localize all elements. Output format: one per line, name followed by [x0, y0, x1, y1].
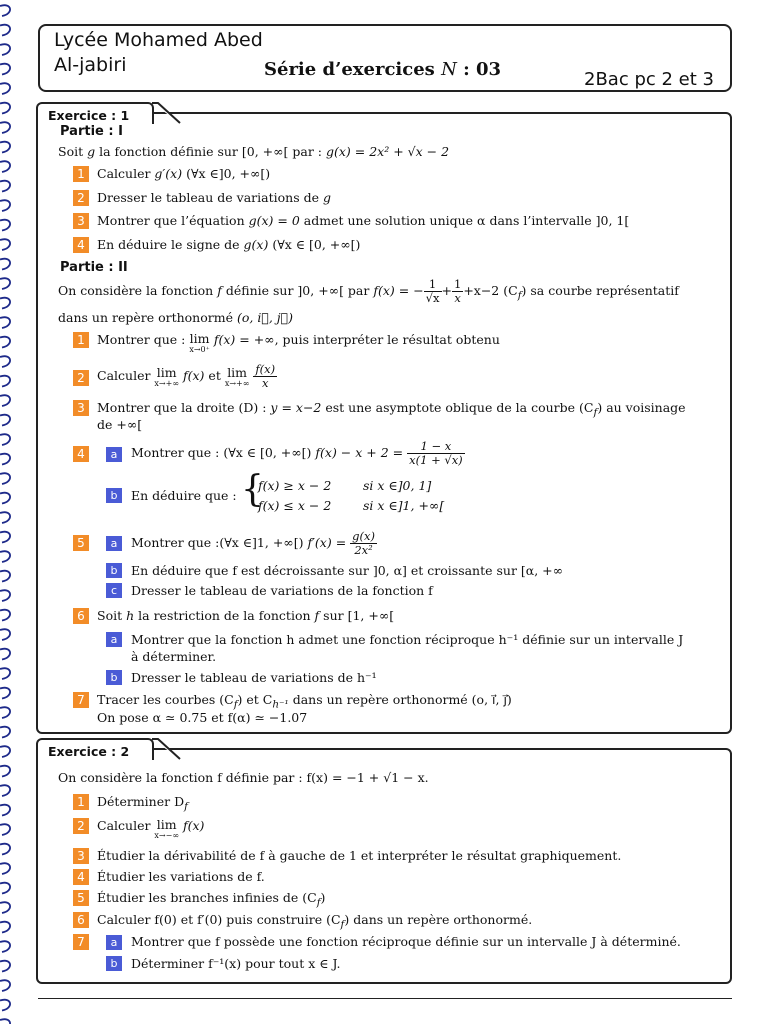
exercise-1-content: [58, 114, 718, 724]
spiral-loop: [0, 512, 10, 523]
sub-badge: a: [106, 935, 122, 950]
fraction: [452, 278, 463, 305]
subscript: f: [340, 918, 345, 931]
part-1-item-3: [97, 213, 629, 229]
series-prefix: Série d’exercices: [264, 59, 435, 80]
part-1-intro: [58, 144, 449, 160]
limit: [154, 818, 179, 840]
spiral-loop: [0, 395, 10, 406]
subscript: f: [233, 698, 238, 711]
ex2-question-4: Étudier les variations de f.: [97, 869, 265, 884]
q7-text-a: Tracer les courbes (C: [97, 692, 234, 707]
exercise-1-box: [36, 108, 732, 734]
q6-text-e: sur [1, +∞[: [323, 608, 395, 623]
limit: [225, 366, 250, 388]
spiral-loop: [0, 688, 10, 699]
spiral-loop: [0, 844, 10, 855]
part-1-intro-b: g: [87, 144, 96, 159]
q5a-text-b: f′(x) =: [307, 535, 347, 550]
number-badge: 4: [73, 446, 89, 462]
q1-text-b: f(x) = +∞: [213, 332, 275, 347]
part-1-item-2-a: Dresser le tableau de variations de: [97, 190, 319, 205]
sub-badge: c: [106, 583, 122, 598]
number-badge: 1: [73, 166, 89, 182]
spiral-loop: [0, 571, 10, 582]
q5b-text: En déduire que f est décroissante sur ]0, α] et croissante sur [α, +∞: [131, 563, 564, 578]
spiral-loop: [0, 142, 10, 153]
spiral-loop: [0, 434, 10, 445]
limit-label: lim: [156, 364, 177, 380]
spiral-loop: [0, 5, 10, 16]
spiral-loop: [0, 103, 10, 114]
part-1-item-4-c: (∀x ∈ [0, +∞[): [272, 237, 361, 252]
part-1-intro-d: g(x) = 2x² + √x − 2: [326, 144, 450, 159]
fraction: [350, 530, 377, 557]
fraction: [253, 363, 277, 390]
fraction-numerator: 1: [453, 277, 462, 291]
q6-text-d: f: [314, 608, 320, 623]
spiral-loop: [0, 649, 10, 660]
ex2-question-6: [97, 912, 532, 933]
fraction-numerator: 1: [424, 278, 442, 292]
limit: [154, 366, 179, 388]
number-badge: 3: [73, 848, 89, 864]
q3-text-d: ) au voisinage: [597, 400, 686, 415]
spiral-loop: [0, 44, 10, 55]
exercise-2-content: [58, 750, 718, 980]
spiral-loop: [0, 961, 10, 972]
subscript: f: [517, 289, 522, 302]
spiral-loop: [0, 863, 10, 874]
q1-text-a: Montrer que :: [97, 332, 186, 347]
spiral-loop: [0, 64, 10, 75]
part-2-question-1: [97, 332, 500, 354]
series-n: N: [441, 59, 457, 80]
ex2-question-3: Étudier la dérivabilité de f à gauche de 1 et interpréter le résultat graphiquement.: [97, 848, 622, 863]
ex2-question-7b: Déterminer f⁻¹(x) pour tout x ∈ J.: [131, 956, 341, 971]
ex2-q1-text: Déterminer D: [97, 794, 185, 809]
q4a-text-b: f(x) − x + 2 =: [315, 445, 404, 460]
q2-text-b: f(x): [183, 368, 205, 383]
q7-text-line2: On pose α ≃ 0.75 et f(α) ≃ −1.07: [97, 710, 308, 725]
q7-text-c: dans un repère orthonormé (o, i⃗, j⃗): [292, 692, 512, 707]
exercise-1-title: Exercice : 1: [48, 108, 130, 123]
part-2-intro-a: On considère la fonction: [58, 283, 214, 298]
spiral-loop: [0, 25, 10, 36]
spiral-loop: [0, 824, 10, 835]
school-name: [54, 28, 263, 78]
fraction-denominator: x: [262, 376, 269, 390]
number-badge: 4: [73, 869, 89, 885]
school-name-line1: Lycée Mohamed Abed: [54, 29, 263, 51]
part-2-question-5a: [131, 526, 377, 560]
q6a-text-line1: Montrer que la fonction h admet une fonction réciproque h⁻¹ définie sur un intervalle J: [131, 632, 684, 647]
q4b-case-2: f(x) ≤ x − 2: [258, 498, 332, 513]
part-1-item-2: [97, 190, 331, 206]
spiral-loop: [0, 376, 10, 387]
part-2-title: Partie : II: [60, 260, 128, 275]
q3-text-c: est une asymptote oblique de la courbe (C: [325, 400, 594, 415]
limit-under: x→+∞: [224, 378, 250, 388]
number-badge: 2: [73, 190, 89, 206]
part-1-item-4-a: En déduire le signe de: [97, 237, 240, 252]
number-badge: 2: [73, 818, 89, 834]
q4b-case-1-condition: si x ∈]0, 1]: [363, 478, 432, 493]
spiral-loop: [0, 83, 10, 94]
q6-text-a: Soit: [97, 608, 123, 623]
spiral-loop: [0, 1019, 10, 1024]
part-2-intro-c: définie sur ]0, +∞[ par: [225, 283, 370, 298]
limit-label: lim: [156, 817, 177, 832]
spiral-loop: [0, 532, 10, 543]
part-1-item-3-b: g(x) = 0: [248, 213, 300, 228]
part-1-item-1-a: Calculer: [97, 166, 151, 181]
fraction: [407, 440, 465, 467]
number-badge: 3: [73, 213, 89, 229]
number-badge: 7: [73, 692, 89, 708]
spiral-loop: [0, 220, 10, 231]
spiral-loop: [0, 493, 10, 504]
ex2-question-7a: Montrer que f possède une fonction réciproque définie sur un intervalle J à déterminé.: [131, 934, 681, 949]
part-2-question-4a: [131, 436, 465, 470]
part-2-intro-line2-a: dans un repère orthonormé: [58, 310, 233, 325]
fraction-numerator: 1 − x: [407, 440, 465, 454]
subscript: f: [593, 406, 598, 419]
limit: [189, 332, 210, 354]
sub-badge: a: [106, 447, 122, 462]
part-2-intro-g: +x−2 (C: [463, 283, 518, 298]
sub-badge: b: [106, 563, 122, 578]
q5a-text-a: Montrer que :(∀x ∈]1, +∞[): [131, 535, 304, 550]
limit-under: x→−∞: [154, 831, 180, 840]
spiral-loop: [0, 356, 10, 367]
q3-text-b: y = x−2: [270, 400, 322, 415]
spiral-loop: [0, 766, 10, 777]
spiral-loop: [0, 259, 10, 270]
fraction-denominator: x: [454, 291, 461, 305]
q6-text-b: h: [126, 608, 135, 623]
limit-label: lim: [189, 331, 210, 346]
footer-rule: [38, 998, 732, 999]
spiral-loop: [0, 922, 10, 933]
ex2-q6-text-a: Calculer f(0) et f′(0) puis construire (C: [97, 912, 341, 927]
part-2-intro-line2-b: (o, i⃗, j⃗): [236, 310, 294, 325]
spiral-loop: [0, 200, 10, 211]
spiral-loop: [0, 454, 10, 465]
fraction-numerator: f(x): [255, 362, 276, 376]
spiral-loop: [0, 805, 10, 816]
subscript: f: [184, 800, 188, 813]
part-1-item-3-a: Montrer que l’équation: [97, 213, 245, 228]
number-badge: 7: [73, 934, 89, 950]
part-1-item-2-b: g: [322, 190, 331, 205]
spiral-loop: [0, 610, 10, 621]
spiral-loop: [0, 902, 10, 913]
number-badge: 1: [73, 794, 89, 810]
spiral-loop: [0, 161, 10, 172]
part-1-title: Partie : I: [60, 124, 123, 139]
part-1-item-1-c: (∀x ∈]0, +∞[): [186, 166, 271, 181]
number-badge: 1: [73, 332, 89, 348]
spiral-loop: [0, 746, 10, 757]
part-1-item-4: [97, 237, 360, 253]
ex2-q6-text-b: ) dans un repère orthonormé.: [344, 912, 533, 927]
number-badge: 2: [73, 370, 89, 386]
subscript: f: [316, 896, 321, 909]
spiral-loop: [0, 668, 10, 679]
number-badge: 5: [73, 535, 89, 551]
class-label: 2Bac pc 2 et 3: [584, 69, 714, 90]
sub-badge: b: [106, 956, 122, 971]
number-badge: 6: [73, 608, 89, 624]
part-2-intro-h: ) sa courbe représentatif: [521, 283, 679, 298]
spiral-loop: [0, 317, 10, 328]
q7-text-b: ) et C: [237, 692, 273, 707]
school-name-line2: Al-jabiri: [54, 54, 127, 76]
limit-label: lim: [227, 364, 248, 380]
ex2-question-2: [97, 818, 204, 840]
spiral-loop: [0, 298, 10, 309]
part-2-intro: [58, 274, 679, 313]
spiral-loop: [0, 1000, 10, 1011]
spiral-loop: [0, 239, 10, 250]
spiral-loop: [0, 590, 10, 601]
part-1-item-4-b: g(x): [243, 237, 269, 252]
spiral-loop: [0, 551, 10, 562]
exercise-2-intro: On considère la fonction f définie par : f(x) = −1 + √1 − x.: [58, 770, 429, 785]
part-1-intro-c: la fonction définie sur [0, +∞[ par :: [99, 144, 323, 159]
spiral-loop: [0, 941, 10, 952]
part-2-intro-line2: [58, 310, 293, 326]
q1-text-c: , puis interpréter le résultat obtenu: [274, 332, 500, 347]
sub-badge: a: [106, 632, 122, 647]
q4b-text-a: En déduire que :: [131, 488, 237, 503]
q2-text-a: Calculer: [97, 368, 151, 383]
spiral-loop: [0, 629, 10, 640]
sub-badge: b: [106, 670, 122, 685]
ex2-q5-text-b: ): [320, 890, 326, 905]
spiral-loop: [0, 415, 10, 426]
spiral-loop: [0, 473, 10, 484]
q4a-text-a: Montrer que : (∀x ∈ [0, +∞[): [131, 445, 312, 460]
sub-badge: a: [106, 536, 122, 551]
spiral-loop: [0, 181, 10, 192]
number-badge: 3: [73, 400, 89, 416]
fraction-denominator: 2x²: [354, 543, 373, 557]
number-badge: 5: [73, 890, 89, 906]
spiral-loop: [0, 707, 10, 718]
part-2-question-3: [97, 400, 686, 421]
spiral-binding: [0, 0, 14, 1024]
ex2-question-1: [97, 794, 188, 815]
ex2-q2-text-b: f(x): [183, 818, 205, 833]
series-title: [264, 59, 501, 80]
number-badge: 6: [73, 912, 89, 928]
sub-badge: b: [106, 488, 122, 503]
subscript: h⁻¹: [272, 698, 289, 711]
spiral-loop: [0, 337, 10, 348]
left-brace: {: [241, 469, 264, 510]
q4b-case-2-condition: si x ∈]1, +∞[: [363, 498, 445, 513]
part-2-intro-b: f: [217, 283, 222, 298]
part-2-intro-d: f(x) = −: [373, 283, 424, 298]
series-number: : 03: [456, 59, 502, 80]
q6a-text-line2: à déterminer.: [131, 649, 217, 664]
ex2-question-5: [97, 890, 325, 911]
limit-under: x→0⁺: [189, 345, 210, 354]
fraction-denominator: x(1 + √x): [409, 453, 463, 467]
number-badge: 4: [73, 237, 89, 253]
part-2-intro-plus: +: [441, 283, 452, 298]
part-1-intro-a: Soit: [58, 144, 84, 159]
part-1-item-3-c: admet une solution unique α dans l’intervalle ]0, 1[: [303, 213, 630, 228]
spiral-loop: [0, 727, 10, 738]
part-2-question-2: [97, 358, 277, 394]
q6b-text: Dresser le tableau de variations de h⁻¹: [131, 670, 377, 685]
exercise-2-title: Exercice : 2: [48, 744, 130, 759]
spiral-loop: [0, 122, 10, 133]
part-1-item-1: [97, 166, 270, 182]
q4b-case-1: f(x) ≥ x − 2: [258, 478, 332, 493]
spiral-loop: [0, 980, 10, 991]
fraction-numerator: g(x): [352, 529, 375, 543]
spiral-loop: [0, 883, 10, 894]
q6-text-c: la restriction de la fonction: [138, 608, 311, 623]
ex2-q2-text-a: Calculer: [97, 818, 151, 833]
header-box: [38, 24, 732, 92]
limit-under: x→+∞: [154, 378, 180, 388]
fraction: [424, 278, 442, 305]
ex2-q5-text-a: Étudier les branches infinies de (C: [97, 890, 317, 905]
q2-text-c: et: [208, 368, 221, 383]
spiral-loop: [0, 278, 10, 289]
q5c-text: Dresser le tableau de variations de la fonction f: [131, 583, 433, 598]
part-1-item-1-b: g′(x): [154, 166, 183, 181]
exercise-2-box: [36, 744, 732, 984]
fraction-denominator: √x: [425, 291, 440, 305]
part-2-question-6: [97, 608, 394, 624]
q3-text-line2: de +∞[: [97, 417, 143, 432]
q3-text-a: Montrer que la droite (D) :: [97, 400, 267, 415]
spiral-loop: [0, 785, 10, 796]
